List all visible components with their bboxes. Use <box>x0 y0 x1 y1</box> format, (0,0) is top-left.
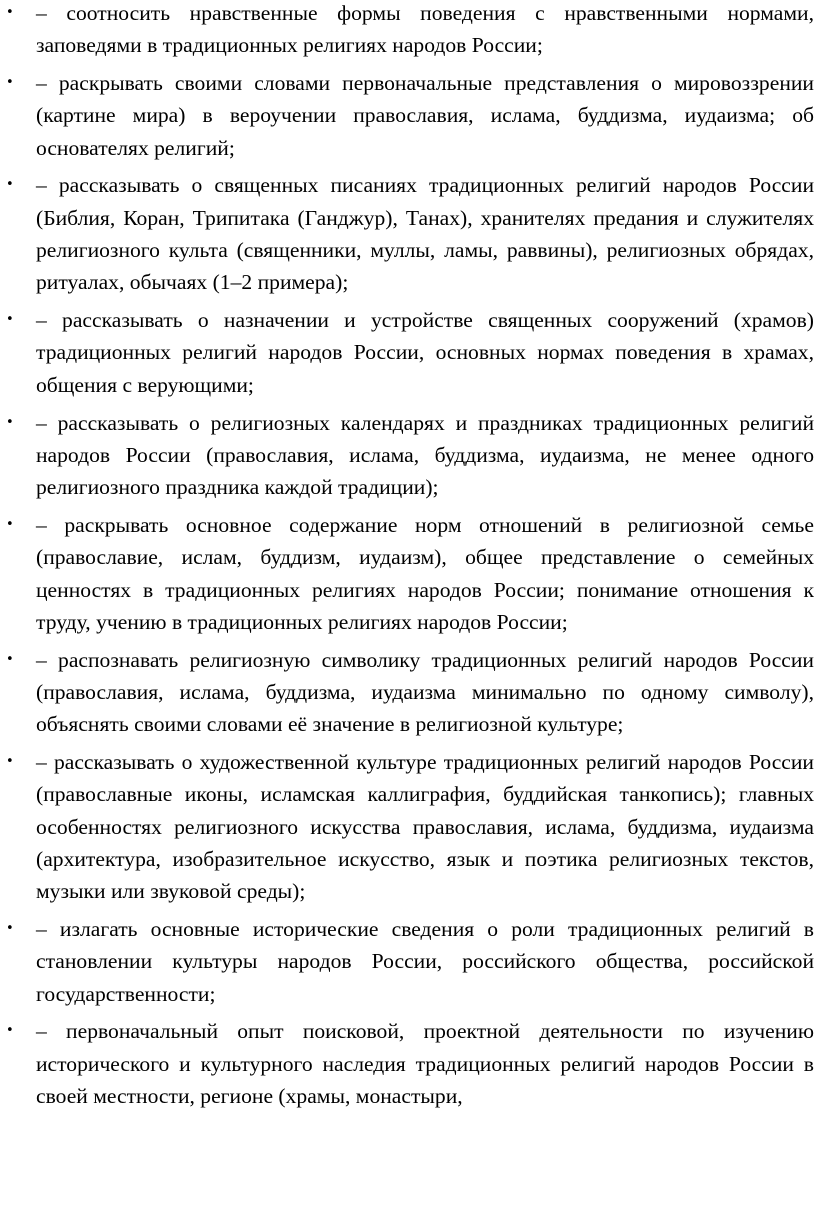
list-item-text: – рассказывать о художественной культуре традиционных религий народов России (православные иконы, исламская каллиграфия, буддийская танкопись); главных особенностях религиозного искусства православия, ислама, буддизма, иудаизма (архитектура, изобразительное искусство, язык и поэтика религиозных текстов, музыки или звуковой среды); <box>36 750 814 904</box>
list-item-text: – рассказывать о назначении и устройстве священных сооружений (храмов) традиционных религий народов России, основных нормах поведения в храмах, общения с верующими; <box>36 308 814 397</box>
list-item-text: – соотносить нравственные формы поведения с нравственными нормами, заповедями в традиционных религиях народов России; <box>36 1 814 58</box>
bullet-icon: • <box>6 754 14 770</box>
bullet-icon: • <box>6 921 14 937</box>
list-item <box>6 169 814 298</box>
list-item-text: – раскрывать своими словами первоначальные представления о мировоззрении (картине мира) в вероучении православия, ислама, буддизма, иудаизма; об основателях религий; <box>36 71 814 160</box>
list-item-text: – излагать основные исторические сведения о роли традиционных религий в становлении культуры народов России, российского общества, российской государственности; <box>36 917 814 1006</box>
list-item <box>6 509 814 638</box>
bullet-icon: • <box>6 1023 14 1039</box>
list-item <box>6 407 814 504</box>
list-item <box>6 304 814 401</box>
list-item <box>6 67 814 164</box>
bullet-icon: • <box>6 414 14 430</box>
list-item-text: – рассказывать о религиозных календарях и праздниках традиционных религий народов России (православия, ислама, буддизма, иудаизма, не менее одного религиозного праздника каждой традиции); <box>36 410 814 500</box>
list-item <box>6 913 814 1010</box>
bullet-icon: • <box>6 5 14 20</box>
bullet-icon: • <box>6 75 14 91</box>
list-item-text: – раскрывать основное содержание норм отношений в религиозной семье (православие, ислам, буддизм, иудаизм), общее представление о семейных ценностях в традиционных религиях народов России; понимание отношения к труду, учению в традиционных религиях народов России; <box>36 512 814 634</box>
list-item <box>6 0 814 62</box>
list-item <box>6 746 814 907</box>
bullet-icon: • <box>6 651 14 667</box>
list-item-text: – распознавать религиозную символику традиционных религий народов России (православия, ислама, буддизма, иудаизма минимально по одному символу), объяснять своими словами её значение в религиозной культуре; <box>36 647 814 737</box>
requirements-list <box>6 0 814 1118</box>
bullet-icon: • <box>6 516 14 532</box>
list-item-text: – рассказывать о священных писаниях традиционных религий народов России (Библия, Коран, Трипитака (Ганджур), Танах), хранителях предания и служителях религиозного культа (священники, муллы, ламы, раввины), религиозных обрядах, ритуалах, обычаях (1–2 примера); <box>36 173 814 295</box>
bullet-icon: • <box>6 312 14 328</box>
list-item <box>6 644 814 741</box>
bullet-icon: • <box>6 177 14 193</box>
list-item-text: – первоначальный опыт поисковой, проектной деятельности по изучению исторического и культурного наследия традиционных религий народов России в своей местности, регионе (храмы, монастыри, <box>36 1019 814 1108</box>
list-item <box>6 1015 814 1112</box>
